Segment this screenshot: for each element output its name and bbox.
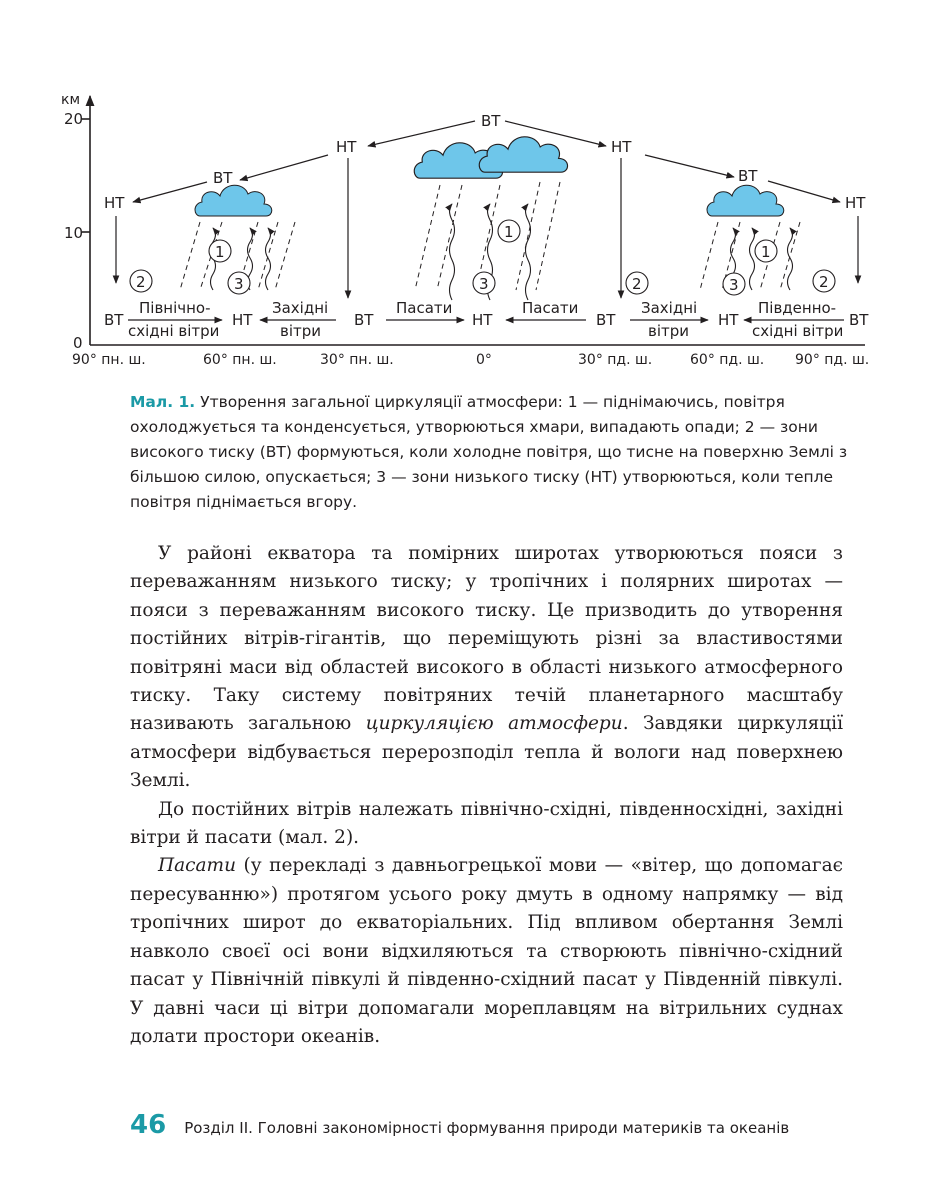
paragraph [130, 852, 843, 1051]
wind-label-west-right: вітри [648, 322, 690, 340]
section-title: Розділ ІІ. Головні закономірності формування природи материків та океанів [184, 1119, 790, 1137]
pressure-label-nt-far-left: НТ [104, 194, 125, 212]
wind-label-west-left: Західні [272, 299, 329, 317]
circle-number: 3 [234, 275, 244, 293]
circle-number: 2 [632, 275, 642, 293]
page-footer [130, 1110, 870, 1140]
atmospheric-circulation-diagram [0, 0, 935, 380]
term-italic: циркуляцією атмосфери [365, 713, 623, 735]
circle-number: 3 [479, 275, 489, 293]
wind-label-west-left: вітри [280, 322, 322, 340]
circle-number: 1 [504, 223, 514, 241]
circle-number: 1 [215, 243, 225, 261]
figure-caption [130, 390, 850, 515]
x-tick-label: 90° пд. ш. [795, 352, 870, 368]
y-tick-label: 0 [73, 334, 83, 352]
ground-pressure-label: ВТ [596, 311, 616, 329]
x-tick-label: 60° пн. ш. [203, 352, 277, 368]
ground-pressure-label: НТ [718, 311, 739, 329]
x-tick-label: 30° пд. ш. [578, 352, 653, 368]
circle-number: 2 [136, 273, 146, 291]
cloud-left [195, 185, 272, 216]
paragraph: До постійних вітрів належать північно-східні, південносхідні, західні вітри й пасати (мал. 2). [130, 798, 843, 849]
y-tick-label: 20 [64, 110, 84, 128]
x-tick-label: 30° пн. ш. [320, 352, 394, 368]
circle-number: 1 [761, 243, 771, 261]
ground-pressure-label: ВТ [354, 311, 374, 329]
wind-label-trade-left: Пасати [396, 299, 453, 317]
circle-number: 3 [729, 276, 739, 294]
body-text [130, 540, 843, 1051]
paragraph-text: У районі екватора та помірних широтах утворюються пояси з переважанням низького тиску; у тропічних і полярних широтах — пояси з переважанням високого тиску. Це призводить до утворення постійних вітрів-гігантів, що переміщують різні за властивостями повітряні маси від областей високого в області низького атмосферного тиску. Таку систему повітряних течій планетарного масштабу називають загальною [130, 543, 843, 735]
wind-label-ne: східні вітри [128, 322, 220, 340]
pressure-label-nt-upper-left: НТ [336, 138, 357, 156]
paragraph-text: . Завдяки циркуляції атмосфери відбувається перерозподіл тепла й вологи над поверхнею Землі. [130, 713, 843, 792]
x-tick-label: 90° пн. ш. [72, 352, 146, 368]
x-tick-label: 60° пд. ш. [690, 352, 765, 368]
paragraph [130, 540, 843, 796]
paragraph-text: (у перекладі з давньогрецької мови — «вітер, що допомагає пересуванню») протягом усього року дмуть в одному напрямку — від тропічних широт до екваторіальних. Під впливом обертання Землі навколо своєї осі вони відхиляються та створюють північно-східний пасат у Північній півкулі й південно-східний пасат у Південній півкулі. У давні часи ці вітри допомагали мореплавцям на вітрильних суднах долати простори океанів. [130, 855, 843, 1047]
rising-air-arrows [211, 204, 793, 300]
pressure-label-nt-upper-right: НТ [611, 138, 632, 156]
cloud-center-2 [479, 137, 567, 172]
y-tick-label: 10 [64, 224, 84, 242]
ground-pressure-label: ВТ [104, 311, 124, 329]
ground-pressure-label: НТ [472, 311, 493, 329]
wind-label-se: східні вітри [752, 322, 844, 340]
circle-number: 2 [819, 273, 829, 291]
wind-label-trade-right: Пасати [522, 299, 579, 317]
ground-pressure-label: ВТ [849, 311, 869, 329]
x-tick-label: 0° [476, 352, 492, 368]
wind-label-se: Південно- [758, 299, 837, 317]
ground-pressure-label: НТ [232, 311, 253, 329]
wind-label-west-right: Західні [641, 299, 698, 317]
page-number: 46 [130, 1110, 167, 1140]
pressure-label-vt-mid-right: ВТ [738, 167, 758, 185]
wind-label-ne: Північно- [139, 299, 211, 317]
cloud-right [707, 185, 784, 216]
pressure-label-vt-top: ВТ [481, 112, 501, 130]
pressure-label-vt-mid-left: ВТ [213, 169, 233, 187]
pressure-label-nt-far-right: НТ [845, 194, 866, 212]
caption-text: Утворення загальної циркуляції атмосфери: 1 — піднімаючись, повітря охолоджується та конденсується, утворюються хмари, випадають опади; 2 — зони високого тиску (ВТ) формуються, коли холодне повітря, що тисне на поверхню Землі з більшою силою, опускається; 3 — зони низького тиску (НТ) утворюються, коли тепле повітря піднімається вгору. [130, 393, 848, 511]
term-italic: Пасати [158, 855, 237, 877]
y-axis-unit: км [61, 92, 81, 108]
caption-label: Мал. 1. [130, 393, 196, 411]
